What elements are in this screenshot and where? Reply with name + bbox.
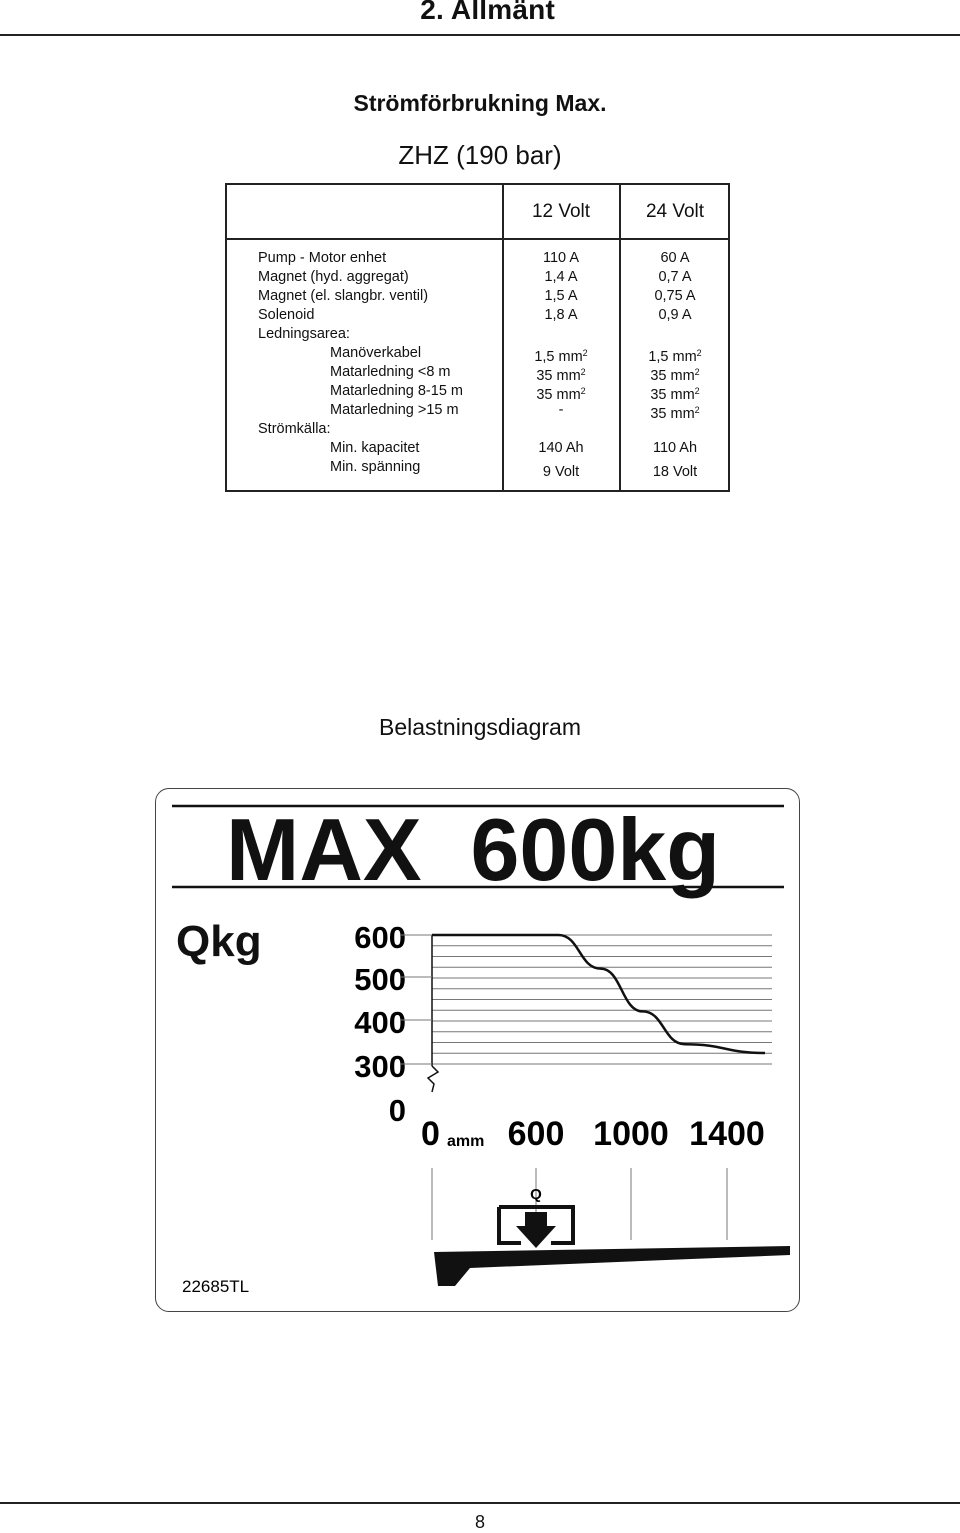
cell-value: 35 mm — [650, 387, 695, 403]
qkg-label: Qkg — [176, 917, 262, 966]
cell-value: 35 mm — [536, 387, 581, 403]
fork-boom-icon — [434, 1246, 790, 1286]
cell-value: 1,5 mm — [534, 349, 583, 365]
row-label: Min. kapacitet — [330, 440, 420, 456]
column-header-12v: 12 Volt — [531, 201, 591, 222]
row-group-label: Strömkälla: — [258, 421, 331, 437]
y-tick-label: 300 — [354, 1049, 406, 1084]
y-tick-label: 500 — [354, 962, 406, 997]
cell-12v: 140 Ah — [538, 440, 584, 456]
x-tick-label: 1400 — [689, 1115, 765, 1153]
cell-12v: 1,8 A — [544, 307, 578, 323]
q-label: Q — [530, 1186, 542, 1203]
cell-24v: 0,75 A — [654, 288, 696, 304]
page-number: 8 — [474, 1512, 485, 1532]
cell-24v: 60 A — [660, 250, 690, 266]
model-heading: ZHZ (190 bar) — [398, 140, 562, 170]
superscript: 2 — [694, 367, 700, 377]
label-code: 22685TL — [182, 1277, 250, 1296]
table-heading: Strömförbrukning Max. — [353, 90, 607, 116]
y-tick-label: 600 — [354, 920, 406, 955]
max-load-label: MAX 600kg — [226, 800, 720, 899]
row-label: Magnet (el. slangbr. ventil) — [258, 288, 429, 304]
superscript: 2 — [694, 386, 700, 396]
superscript: 2 — [580, 367, 586, 377]
load-curve-series — [432, 935, 765, 1053]
x-unit-label: amm — [447, 1133, 485, 1150]
chart-grid — [432, 935, 772, 1064]
column-header-24v: 24 Volt — [645, 201, 705, 222]
cell-value: 35 mm — [536, 368, 581, 384]
row-label: Solenoid — [258, 307, 315, 323]
cell-24v: 110 Ah — [652, 440, 698, 456]
cell-12v: 1,4 A — [544, 269, 578, 285]
x-tick-label: 1000 — [593, 1115, 669, 1153]
cell-value: 35 mm — [650, 368, 695, 384]
load-diagram-title: Belastningsdiagram — [378, 714, 581, 740]
section-title: 2. Allmänt — [420, 0, 555, 25]
footer-divider — [0, 1502, 960, 1504]
x-tick-label: 600 — [507, 1115, 565, 1153]
cell-24v: 0,7 A — [658, 269, 692, 285]
superscript: 2 — [694, 405, 700, 415]
cell-12v: 110 A — [542, 250, 580, 266]
cell-24v: 18 Volt — [652, 464, 698, 480]
cell-12v: - — [558, 402, 564, 418]
axis-break-icon — [428, 1066, 438, 1092]
row-label: Pump - Motor enhet — [258, 250, 387, 266]
cell-24v: 0,9 A — [658, 307, 692, 323]
row-label: Min. spänning — [330, 459, 421, 475]
superscript: 2 — [580, 386, 586, 396]
x-zero-label: 0 — [421, 1115, 440, 1153]
cell-value: 35 mm — [650, 406, 695, 422]
row-label: Matarledning >15 m — [330, 402, 459, 418]
cell-12v: 1,5 A — [544, 288, 578, 304]
superscript: 2 — [582, 348, 588, 358]
load-arrow-icon — [499, 1207, 573, 1248]
cell-12v: 9 Volt — [542, 464, 580, 480]
row-label: Matarledning <8 m — [330, 364, 451, 380]
row-label: Matarledning 8-15 m — [330, 383, 463, 399]
row-label: Magnet (hyd. aggregat) — [258, 269, 409, 285]
superscript: 2 — [696, 348, 702, 358]
cell-value: 1,5 mm — [648, 349, 697, 365]
row-label: Manöverkabel — [330, 345, 422, 361]
y-tick-label: 400 — [354, 1005, 406, 1040]
row-group-label: Ledningsarea: — [258, 326, 350, 342]
y-tick-label: 0 — [388, 1093, 406, 1128]
